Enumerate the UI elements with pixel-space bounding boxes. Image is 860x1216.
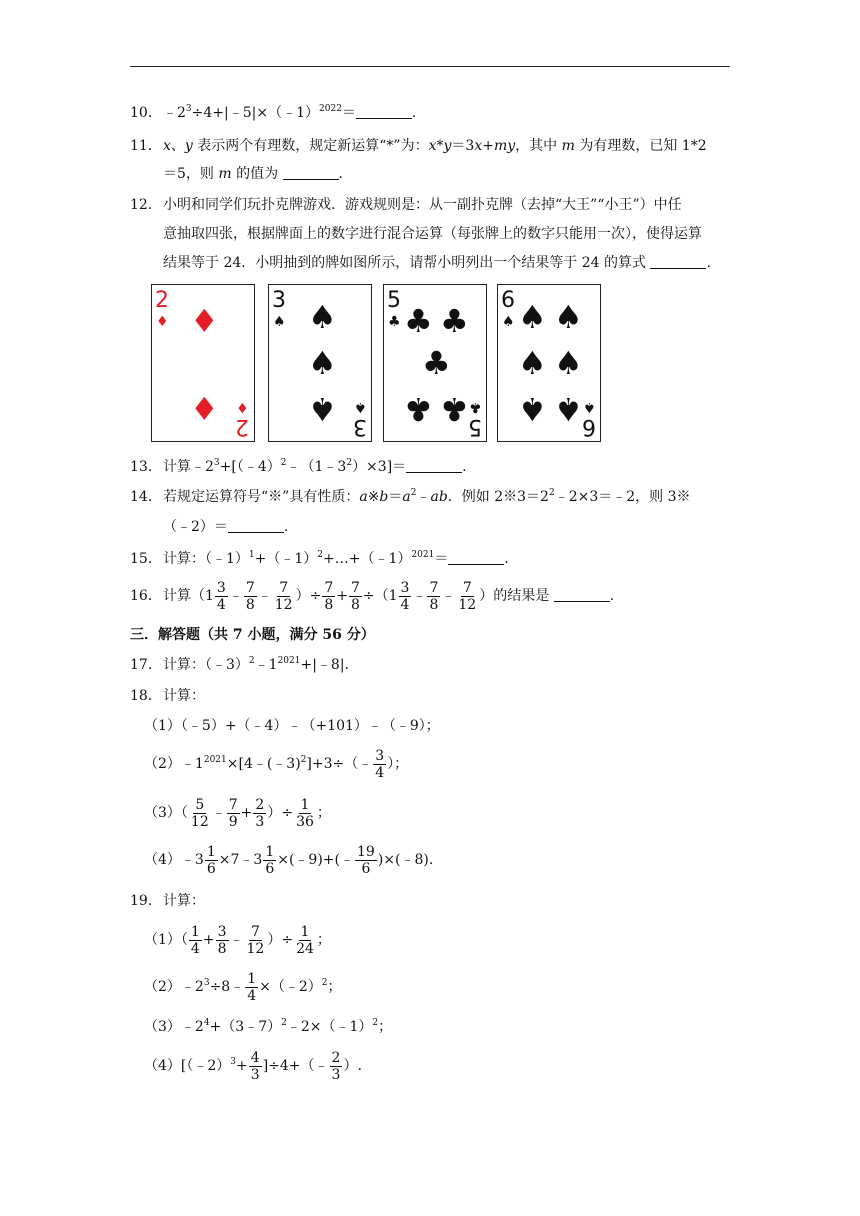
question-19-part-3: $(3)﹣2^4+(3﹣7)^2﹣2\times(﹣1)^2$；	[144, 1018, 393, 1035]
spade-icon: ♠	[554, 344, 583, 382]
spade-icon: ♠	[308, 298, 337, 336]
answer-blank[interactable]	[283, 167, 339, 180]
question-18-part-3: （3）（ $\frac{5}{12}$ ﹣ $\frac{7}{9}$ + $\frac{2}{3}$ ）÷ $\frac{1}{36}$ ；	[144, 796, 331, 830]
question-10: 10．$﹣2^3\div 4+|﹣5|\times(﹣1)^{2022}=$ .	[130, 104, 417, 121]
club-icon: ♣	[404, 302, 433, 340]
diamond-icon: ♦	[190, 302, 219, 340]
section-title: 三．解答题（共 7 小题，满分 56 分）	[130, 627, 375, 643]
question-19-part-1: （1）（ $\frac{1}{4}$ + $\frac{3}{8}$ ﹣ $\frac{7}{12}$ ）÷ $\frac{1}{24}$ ；	[144, 923, 331, 957]
answer-blank[interactable]	[554, 589, 610, 602]
playing-card-6-spades: 6 ♠ ♠ ♠ ♠ ♠ ♠ ♠ 6 ♠	[497, 284, 601, 442]
spade-icon: ♠	[273, 314, 286, 330]
question-16: 16．计算（1 $\frac{3}{4}$ ﹣ $\frac{7}{8}$ ﹣ $\frac{7}{12}$ ）÷ $\frac{7}{8}$ + $\frac{7}{8}$ ÷（1 $\frac{3}{4}$ ﹣ $\frac{7}{8}$ ﹣ $\frac{7}{12}$ ）的结果是 .	[130, 579, 615, 613]
spade-icon: ♠	[518, 344, 547, 382]
club-icon: ♣	[404, 390, 433, 428]
diamond-icon: ♦	[190, 390, 219, 428]
question-11-line2: ＝5，则 m 的值为 .	[163, 166, 343, 182]
question-19-part-2: $(2)﹣2^3\div 8﹣$ $\frac{1}{4}$ ×（﹣2）$^2$；	[144, 970, 342, 1004]
diamond-icon: ♦	[236, 399, 249, 415]
playing-card-5-clubs: 5 ♣ ♣ ♣ ♣ ♣ ♣ 5 ♣	[383, 284, 487, 442]
card-rank: 2	[155, 288, 169, 313]
question-19-part-4: （4）[（﹣2）$^3$+ $\frac{4}{3}$ ]÷4+（﹣ $\frac{2}{3}$ ）.	[144, 1049, 362, 1083]
question-12: 12．小明和同学们玩扑克牌游戏．游戏规则是：从一副扑克牌（去掉“大王”“小王”）中任	[130, 197, 682, 213]
spade-icon: ♠	[308, 390, 337, 428]
spade-icon: ♠	[308, 344, 337, 382]
answer-blank[interactable]	[406, 460, 462, 473]
club-icon: ♣	[388, 314, 401, 330]
question-13: 13．计算$﹣2^3+[(﹣4)^2﹣(1﹣3^2)\times 3]=$ .	[130, 458, 467, 475]
club-icon: ♣	[469, 399, 482, 415]
question-12-line3: 结果等于 24．小明抽到的牌如图所示，请帮小明列出一个结果等于 24 的算式 .	[163, 255, 711, 271]
club-icon: ♣	[440, 302, 469, 340]
spade-icon: ♠	[554, 390, 583, 428]
club-icon: ♣	[422, 344, 451, 382]
spade-icon: ♠	[518, 298, 547, 336]
playing-card-2-diamonds	[151, 284, 255, 442]
spade-icon: ♠	[354, 399, 367, 415]
question-15: 15．计算：（﹣1）$^1$+（﹣1）$^2$+…+（﹣1）$^{2021}$＝ .	[130, 550, 509, 567]
spade-icon: ♠	[583, 399, 596, 415]
question-14: 14．若规定运算符号“※”具有性质：$a※b=a^2﹣ab$．例如 $2※3=2^2﹣2\times 3=﹣2$，则 3※	[130, 488, 691, 505]
question-19: 19．计算：	[130, 893, 205, 909]
question-14-line2: （﹣2）＝ .	[163, 519, 289, 535]
question-18: 18．计算：	[130, 688, 205, 704]
diamond-icon: ♦	[156, 314, 169, 330]
header-rule	[130, 66, 730, 67]
answer-blank[interactable]	[356, 106, 412, 119]
answer-blank[interactable]	[228, 520, 284, 533]
spade-icon: ♠	[554, 298, 583, 336]
question-12-line2: 意抽取四张，根据牌面上的数字进行混合运算（每张牌上的数字只能用一次），使得运算	[163, 226, 702, 242]
question-17: 17．计算：$(﹣3)^2﹣1^{2021}+|﹣8|$.	[130, 656, 350, 673]
question-18-part-2: $(2)﹣1^{2021}\times[4﹣(﹣3)^2]+3\div(﹣$ $\frac{3}{4}$ ）；	[144, 747, 409, 781]
playing-card-3-spades: 3 ♠ ♠ ♠ ♠ 3 ♠	[268, 284, 372, 442]
answer-blank[interactable]	[448, 552, 504, 565]
club-icon: ♣	[440, 390, 469, 428]
spade-icon: ♠	[518, 390, 547, 428]
question-18-part-1: （1）（﹣5）+（﹣4）﹣（+101）﹣（﹣9）；	[144, 718, 440, 734]
question-18-part-4: （4）﹣3 $\frac{1}{6}$ ×7﹣3 $\frac{1}{6}$ ×(﹣9)+(﹣ $\frac{19}{6}$ )×(﹣8).	[144, 843, 434, 877]
answer-blank[interactable]	[650, 256, 706, 269]
spade-icon: ♠	[502, 314, 515, 330]
question-11: 11．x、y 表示两个有理数，规定新运算“*”为：x*y＝3x+my，其中 m 为有理数，已知 1*2	[130, 138, 707, 154]
card-rank: 2	[235, 414, 249, 439]
